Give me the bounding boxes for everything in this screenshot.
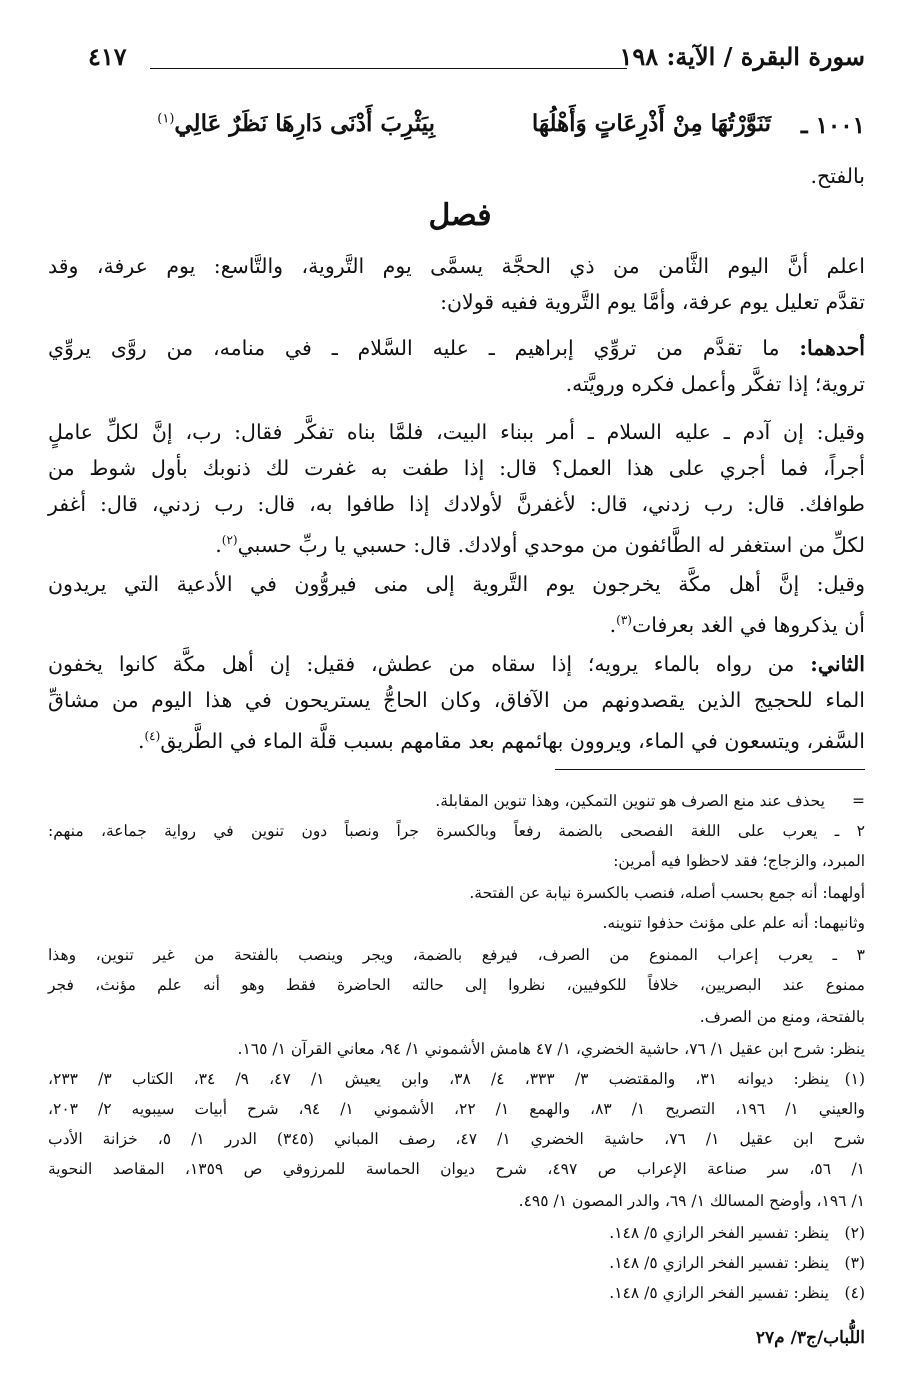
footnote-ref: (١) xyxy=(157,111,175,127)
verse-continuation: بالفتح. xyxy=(810,164,865,188)
footnote-line: ٣ ـ يعرب إعراب الممنوع من الصرف، فيرفع بالضمة، ويجر وينصب بالفتحة من غير تنوين، وهذا xyxy=(48,946,865,964)
footnote-text: ينظر: ديوانه ٣١، والمقتضب ٣/ ٣٣٣، ٤/ ٣٨، وابن يعيش ١/ ٤٧، ٩/ ٣٤، الكتاب ٣/ ٢٣٣، xyxy=(48,1070,830,1088)
footnote-text: ينظر: تفسير الفخر الرازي ٥/ ١٤٨. xyxy=(609,1224,829,1242)
footnote-marker: (٤) xyxy=(844,1284,865,1302)
verse-hemistich-first: تَنَوَّرْتُهَا مِنْ أَذْرِعَاتٍ وَأَهْلُهَا xyxy=(531,110,771,137)
footnote-line xyxy=(48,1066,865,1092)
paragraph-lead: أحدهما: xyxy=(799,336,865,360)
paragraph-line xyxy=(48,646,865,682)
footnote-line: وثانيهما: أنه علم على مؤنث حذفوا تنوينه. xyxy=(602,914,865,932)
footnote-line: المبرد، والزجاج؛ فقد لاحظوا فيه أمرين: xyxy=(613,852,865,870)
printer-signature: اللُّباب/ج٣/ م٢٧ xyxy=(755,1328,865,1348)
footnote-text: ينظر: تفسير الفخر الرازي ٥/ ١٤٨. xyxy=(609,1284,829,1302)
paragraph-line xyxy=(48,330,865,366)
running-title: سورة البقرة / الآية: ١٩٨ xyxy=(619,42,865,71)
footnote-ref: (٢) xyxy=(221,533,238,547)
footnote-line: والعيني ١/ ١٩٦، التصريح ١/ ٨٣، والهمع ١/ ٢٢، الأشموني ١/ ٩٤، شرح أبيات سيبويه ٢/ ٢٠٣، xyxy=(48,1100,865,1118)
footnote-ref: (٤) xyxy=(144,729,161,743)
paragraph-line: تقدَّم تعليل يوم عرفة، وأمَّا يوم التَّروية ففيه قولان: xyxy=(440,290,865,314)
footnote-line: ينظر: شرح ابن عقيل ١/ ٧٦، حاشية الخضري، ١/ ٤٧ هامش الأشموني ١/ ٩٤، معاني القرآن ١/ ١٦٥. xyxy=(237,1040,865,1058)
paragraph-line: أجراً، فما أجري على هذا العمل؟ قال: إذا طفت به غفرت لك ذنوبك بأول شوط من xyxy=(48,456,865,480)
footnote-line: شرح ابن عقيل ١/ ٧٦، حاشية الخضري ١/ ٤٧، رصف المباني (٣٤٥) الدرر ١/ ٥، خزانة الأدب xyxy=(48,1130,866,1148)
footnote-line xyxy=(48,1220,865,1246)
footnote-marker: = xyxy=(852,792,865,810)
footnote-text: يحذف عند منع الصرف هو تنوين التمكين، وهذا تنوين المقابلة. xyxy=(435,792,825,810)
paragraph-line: لكلِّ من استغفر له الطَّائفون من موحدي أولادك. قال: حسبي يا ربِّ حسبي$^{(٢)}$. xyxy=(215,532,865,557)
paragraph-line: اعلم أنَّ اليوم الثَّامن من ذي الحجَّة يسمَّى يوم التَّروية، والتَّاسع: يوم عرفة، وقد xyxy=(48,254,865,278)
paragraph-line: أن يذكروها في الغد بعرفات$^{(٣)}$. xyxy=(609,612,865,637)
header-rule xyxy=(150,68,627,69)
footnote-line: ١/ ٥٦، سر صناعة الإعراب ص ٤٩٧، شرح ديوان الحماسة للمرزوقي ص ١٣٥٩، المقاصد النحوية xyxy=(48,1160,865,1178)
footnote-line: ٢ ـ يعرب على اللغة الفصحى بالضمة رفعاً وبالكسرة جراً ونصباً دون تنوين في رواية جماعة، منهم: xyxy=(48,822,865,840)
paragraph-line: وقيل: إنَّ أهل مكَّة يخرجون يوم التَّروية إلى منى فيروُّون في الأدعية التي يريدون xyxy=(48,572,865,596)
paragraph-line: السَّفر، ويتسعون في الماء، ويروون بهائمهم بعد مقامهم بسبب قلَّة الماء في الطَّريق$^{(٤)}$. xyxy=(137,728,865,753)
footnote-ref: (٣) xyxy=(616,613,632,627)
footnote-marker: (١) xyxy=(844,1070,866,1088)
footnote-line: بالفتحة، ومنع من الصرف. xyxy=(699,1008,865,1026)
paragraph-line: تروية؛ إذا تفكَّر وأعمل فكره ورويَّته. xyxy=(565,372,865,396)
page-number: ٤١٧ xyxy=(88,42,127,71)
running-header xyxy=(88,42,865,82)
footnote-line: ممنوع عند البصريين، خلافاً للكوفيين، نظروا إلى حالته الحاضرة فقط وهو أنه علم مؤنث، فجر xyxy=(48,976,865,994)
footnote-marker: (٢) xyxy=(844,1224,865,1242)
footnote-line xyxy=(48,1280,865,1306)
paragraph-lead: الثاني: xyxy=(810,652,865,676)
footnote-line: ١/ ١٩٦، وأوضح المسالك ١/ ٦٩، والدر المصون ١/ ٤٩٥. xyxy=(518,1192,865,1210)
paragraph-line: طوافك. قال: رب زدني، قال: لأغفرنَّ لأولادك إذا طافوا به، قال: رب زدني، قال: أغفر xyxy=(48,492,865,516)
footnote-line xyxy=(48,788,865,814)
footnote-marker: (٣) xyxy=(844,1254,865,1272)
footnote-line xyxy=(48,1250,865,1276)
section-title: فصل xyxy=(428,198,492,233)
paragraph-text: ما تقدَّم من تروِّي إبراهيم ـ عليه السَّلام ـ في منامه، من روَّى يروِّي xyxy=(48,336,780,360)
footnote-line: أولهما: أنه جمع بحسب أصله، فنصب بالكسرة نيابة عن الفتحة. xyxy=(469,884,865,902)
footnote-text: ينظر: تفسير الفخر الرازي ٥/ ١٤٨. xyxy=(609,1254,829,1272)
verse-number: ١٠٠١ ـ xyxy=(800,112,865,139)
paragraph-text: من رواه بالماء يرويه؛ إذا سقاه من عطش، فقيل: إن أهل مكَّة كانوا يخفون xyxy=(48,652,795,676)
paragraph-line: الماء للحجيج الذين يقصدونهم من الآفاق، وكان الحاجُّ يستريحون في هذا اليوم من مشاقِّ xyxy=(48,688,865,712)
paragraph-text: أن يذكروها في الغد بعرفات xyxy=(631,612,865,637)
paragraph-text: لكلِّ من استغفر له الطَّائفون من موحدي أولادك. قال: حسبي يا ربِّ حسبي xyxy=(237,532,865,557)
paragraph-text: السَّفر، ويتسعون في الماء، ويروون بهائمهم بعد مقامهم بسبب قلَّة الماء في الطَّريق xyxy=(160,728,865,753)
footnote-separator xyxy=(555,769,865,770)
verse-hemistich-second-text: بِيَثْرِبَ أَدْنَى دَارِهَا نَظَرٌ عَالِي xyxy=(174,110,435,137)
verse-hemistich-second xyxy=(157,110,435,137)
paragraph-line: وقيل: إن آدم ـ عليه السلام ـ أمر ببناء البيت، فلمَّا بناه تفكَّر فقال: رب، إنَّ لكلِّ عاملٍ xyxy=(48,420,865,444)
